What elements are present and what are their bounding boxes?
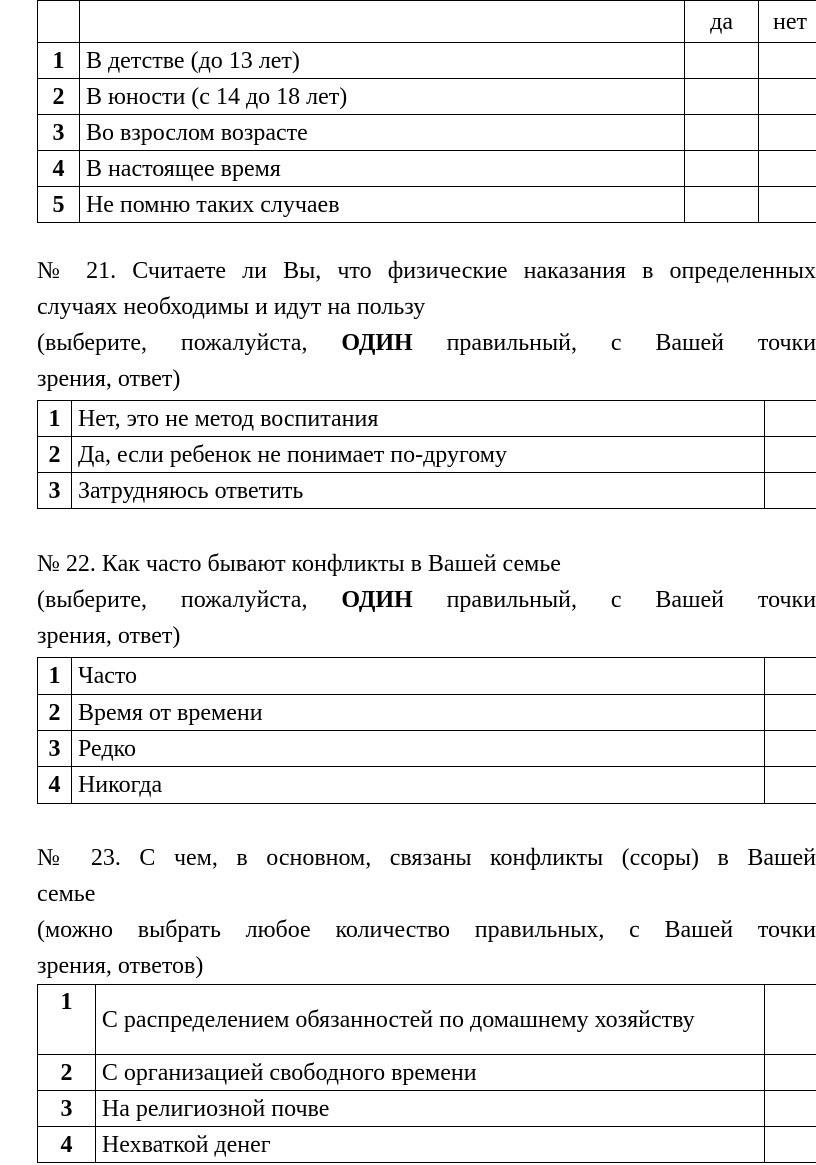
answer-cell[interactable] [765, 1127, 816, 1163]
row-number: 4 [38, 151, 80, 187]
option-row [38, 473, 816, 509]
question-title-line: № 21. Считаете ли Вы, что физические наказания в определенных [37, 258, 816, 284]
option-text: На религиозной почве [95, 1091, 764, 1127]
option-row [38, 658, 816, 695]
option-row [38, 1091, 816, 1127]
answer-yes-cell[interactable] [685, 151, 759, 187]
row-number: 2 [38, 79, 80, 115]
answer-cell[interactable] [765, 437, 816, 473]
option-row [38, 1055, 816, 1091]
instruction-prefix: (выберите, пожалуйста, [37, 587, 308, 613]
answer-cell[interactable] [765, 985, 816, 1055]
option-text: Нет, это не метод воспитания [71, 401, 764, 437]
option-row [38, 985, 816, 1055]
option-row [38, 401, 816, 437]
option-row [38, 695, 816, 731]
answer-cell[interactable] [765, 695, 816, 731]
answer-cell[interactable] [765, 473, 816, 509]
answer-cell[interactable] [765, 1091, 816, 1127]
option-number: 2 [38, 1055, 96, 1091]
answer-no-cell[interactable] [759, 43, 816, 79]
row-text: Во взрослом возрасте [79, 115, 684, 151]
row-number: 1 [38, 43, 80, 79]
option-text: Часто [71, 658, 764, 695]
table-row [38, 79, 816, 115]
option-number: 1 [38, 401, 72, 437]
question-instruction [37, 582, 816, 618]
option-number: 3 [38, 473, 72, 509]
answer-yes-cell[interactable] [685, 43, 759, 79]
table-row [38, 43, 816, 79]
option-text: Редко [71, 731, 764, 767]
question-22 [37, 546, 816, 654]
answer-yes-cell[interactable] [685, 79, 759, 115]
table-q22 [37, 657, 816, 804]
question-instruction: (можно выбрать любое количество правильных, с Вашей точки [37, 917, 816, 943]
question-title-line: № 23. С чем, в основном, связаны конфликты (ссоры) в Вашей [37, 845, 816, 871]
option-number: 1 [38, 985, 96, 1055]
option-number: 2 [38, 437, 72, 473]
table-q23 [37, 984, 816, 1163]
instruction-prefix: (выберите, пожалуйста, [37, 330, 308, 356]
answer-cell[interactable] [765, 401, 816, 437]
answer-no-cell[interactable] [759, 115, 816, 151]
answer-cell[interactable] [765, 767, 816, 804]
question-23 [37, 840, 816, 984]
header-empty-cell [79, 1, 684, 43]
header-empty-cell [38, 1, 80, 43]
option-number: 3 [38, 1091, 96, 1127]
answer-cell[interactable] [765, 731, 816, 767]
row-number: 5 [38, 187, 80, 223]
table-q20 [37, 0, 816, 223]
option-text: С распределением обязанностей по домашнему хозяйству [95, 985, 764, 1055]
row-number: 3 [38, 115, 80, 151]
table-row [38, 151, 816, 187]
option-text: Нехваткой денег [95, 1127, 764, 1163]
option-number: 2 [38, 695, 72, 731]
question-21 [37, 253, 816, 397]
option-text: Никогда [71, 767, 764, 804]
instruction-bold: ОДИН [341, 330, 413, 356]
row-text: Не помню таких случаев [79, 187, 684, 223]
row-text: В настоящее время [79, 151, 684, 187]
answer-cell[interactable] [765, 1055, 816, 1091]
option-number: 3 [38, 731, 72, 767]
instruction-bold: ОДИН [341, 587, 413, 613]
question-instruction-line: зрения, ответов) [37, 953, 204, 979]
option-row [38, 437, 816, 473]
answer-cell[interactable] [765, 658, 816, 695]
question-instruction-line: зрения, ответ) [37, 623, 181, 649]
option-number: 4 [38, 767, 72, 804]
answer-no-cell[interactable] [759, 79, 816, 115]
answer-yes-cell[interactable] [685, 115, 759, 151]
table-row [38, 187, 816, 223]
question-instruction [37, 325, 816, 361]
header-no: нет [759, 1, 816, 43]
header-yes: да [685, 1, 759, 43]
option-text: Да, если ребенок не понимает по-другому [71, 437, 764, 473]
row-text: В юности (с 14 до 18 лет) [79, 79, 684, 115]
question-title-line: № 22. Как часто бывают конфликты в Вашей семье [37, 551, 561, 577]
answer-no-cell[interactable] [759, 187, 816, 223]
option-text: С организацией свободного времени [95, 1055, 764, 1091]
option-row [38, 767, 816, 804]
row-text: В детстве (до 13 лет) [79, 43, 684, 79]
option-text: Затрудняюсь ответить [71, 473, 764, 509]
option-text: Время от времени [71, 695, 764, 731]
table-q21 [37, 400, 816, 509]
option-row [38, 1127, 816, 1163]
table-row [38, 115, 816, 151]
option-number: 4 [38, 1127, 96, 1163]
instruction-suffix: правильный, с Вашей точки [446, 330, 816, 356]
instruction-suffix: правильный, с Вашей точки [446, 587, 816, 613]
question-title-line: семье [37, 881, 96, 907]
question-title-line: случаях необходимы и идут на пользу [37, 294, 426, 320]
option-row [38, 731, 816, 767]
answer-no-cell[interactable] [759, 151, 816, 187]
table-header-row [38, 1, 816, 43]
option-number: 1 [38, 658, 72, 695]
question-instruction-line: зрения, ответ) [37, 366, 181, 392]
answer-yes-cell[interactable] [685, 187, 759, 223]
